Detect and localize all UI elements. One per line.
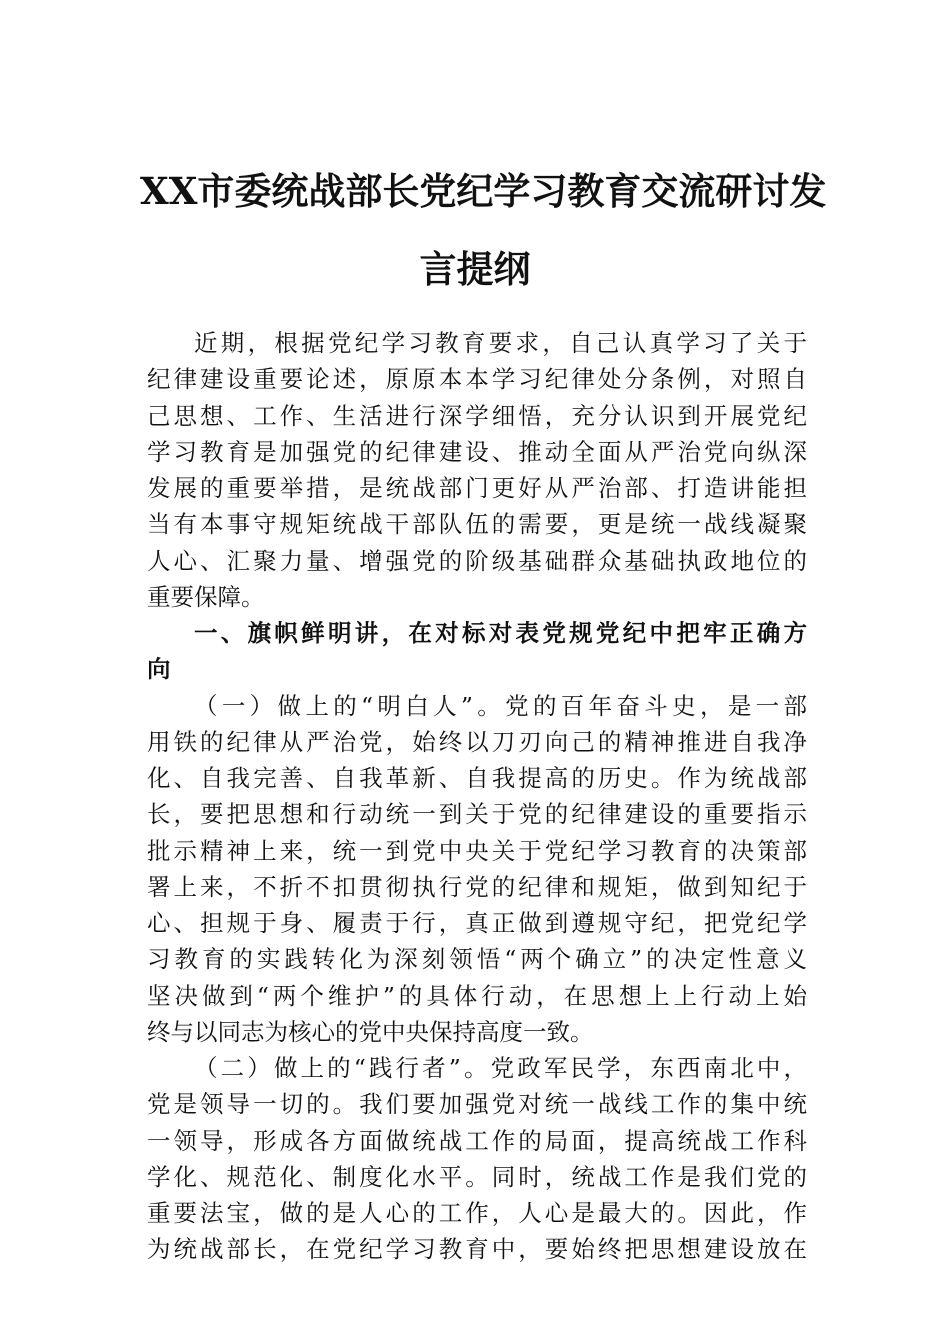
text-line: （一）做上的“明白人”。党的百年奋斗史，是一部 [194, 691, 807, 720]
text-line: 化、自我完善、自我革新、自我提高的历史。作为统战部 [147, 764, 807, 792]
text-line: 当有本事守规矩统战干部队伍的需要，更是统一战线凝聚 [147, 510, 807, 539]
title-line: XX市委统战部长党纪学习教育交流研讨发 [140, 169, 827, 213]
text-line: 终与以同志为核心的党中央保持高度一致。 [147, 1017, 594, 1046]
text-line: （二）做上的“践行者”。党政军民学，东西南北中， [194, 1054, 807, 1082]
text-line: 署上来，不折不扣贯彻执行党的纪律和规矩，做到知纪于 [147, 872, 807, 901]
paragraph-mingbairen [147, 688, 807, 1051]
text-line: 己思想、工作、生活进行深学细悟，充分认识到开展党纪 [147, 401, 807, 430]
text-line: 学化、规范化、制度化水平。同时，统战工作是我们党的 [147, 1162, 807, 1191]
text-line: 纪律建设重要论述，原原本本学习纪律处分条例，对照自 [147, 365, 807, 394]
title-line: 言提纲 [419, 247, 531, 291]
text-line: 一领导，形成各方面做统战工作的局面，提高统战工作科 [147, 1126, 807, 1155]
document-body [147, 325, 807, 1268]
text-line: 人心、汇聚力量、增强党的阶级基础群众基础执政地位的 [147, 546, 807, 575]
text-line: 重要法宝，做的是人心的工作，人心是最大的。因此，作 [147, 1199, 807, 1227]
paragraph-jianxingzhe [147, 1050, 807, 1268]
text-line: 长，要把思想和行动统一到关于党的纪律建设的重要指示 [147, 800, 807, 829]
document-title [140, 152, 827, 308]
text-line: 批示精神上来，统一到党中央关于党纪学习教育的决策部 [147, 836, 807, 865]
text-line: 习教育的实践转化为深刻领悟“两个确立”的决定性意义 [147, 945, 807, 974]
heading-line: 向 [147, 655, 171, 684]
heading-line: 一、旗帜鲜明讲，在对标对表党规党纪中把牢正确方 [194, 619, 807, 647]
text-line: 坚决做到“两个维护”的具体行动，在思想上上行动上始 [147, 981, 807, 1010]
text-line: 心、担规于身、履责于行，真正做到遵规守纪，把党纪学 [147, 909, 807, 937]
text-line: 发展的重要举措，是统战部门更好从严治部、打造讲能担 [147, 474, 807, 502]
text-line: 学习教育是加强党的纪律建设、推动全面从严治党向纵深 [147, 437, 807, 466]
text-line: 用铁的纪律从严治党，始终以刀刃向己的精神推进自我净 [147, 727, 807, 756]
paragraph-intro [147, 325, 807, 615]
text-line: 为统战部长，在党纪学习教育中，要始终把思想建设放在 [147, 1235, 807, 1264]
section-heading-1 [147, 615, 807, 688]
text-line: 重要保障。 [147, 582, 265, 611]
text-line: 近期，根据党纪学习教育要求，自己认真学习了关于 [194, 329, 807, 357]
text-line: 党是领导一切的。我们要加强党对统一战线工作的集中统 [147, 1090, 807, 1119]
